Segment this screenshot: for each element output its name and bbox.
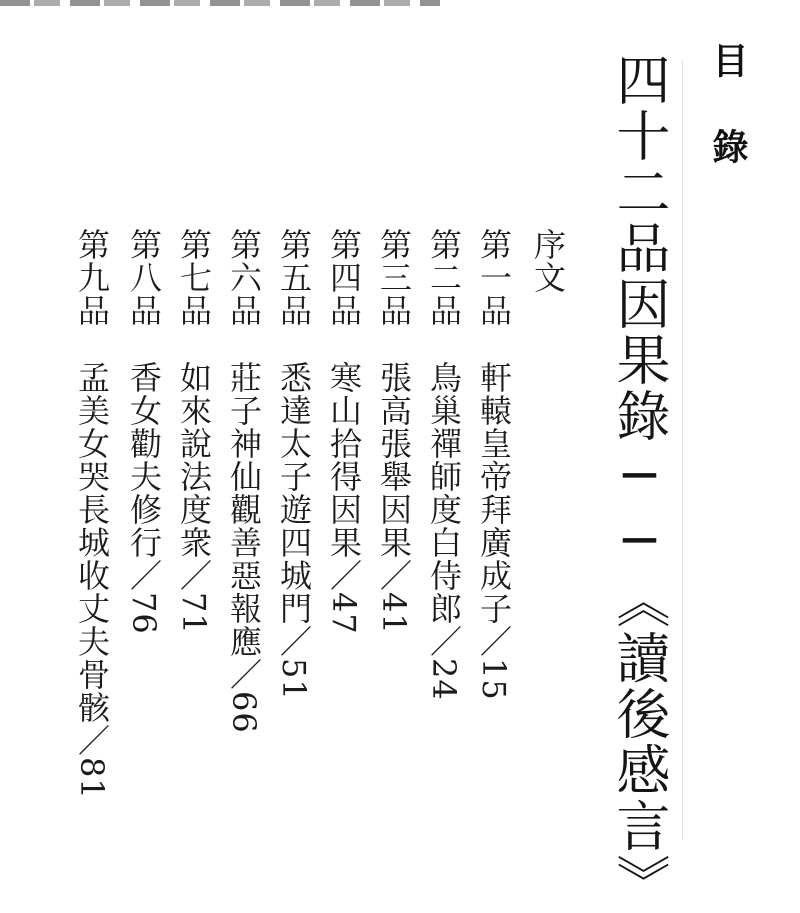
entry-page-number: 41 (375, 592, 413, 635)
entry-page-number: 51 (275, 658, 313, 701)
entry-subject: 寒山拾得因果／ (325, 361, 363, 592)
entry-chapter: 第四品 (325, 228, 363, 327)
entry-chapter: 第二品 (425, 228, 463, 327)
entry-page-number: 47 (325, 592, 363, 635)
entry-subject: 悉達太子遊四城門／ (275, 361, 313, 658)
entry-subject: 張高張舉因果／ (375, 361, 413, 592)
toc-entry-5[interactable] (275, 228, 313, 701)
toc-entry-3[interactable] (375, 228, 413, 635)
toc-entry-2[interactable] (425, 228, 463, 701)
entry-page-number: 66 (225, 691, 263, 734)
toc-heading-char-1: 目 (707, 42, 748, 78)
entry-chapter: 第七品 (175, 228, 213, 327)
entry-chapter: 序文 (529, 228, 567, 294)
book-title: 四十二品因果錄──《讀後感言》 (608, 52, 671, 910)
toc-entry-7[interactable] (175, 228, 213, 635)
toc-entry-9[interactable] (73, 228, 111, 800)
entry-subject: 軒轅皇帝拜廣成子／ (475, 361, 513, 658)
entry-subject: 如來說法度衆／ (175, 361, 213, 592)
scan-edge-artifact (0, 0, 440, 6)
toc-heading-char-2: 錄 (707, 128, 748, 164)
entry-chapter: 第三品 (375, 228, 413, 327)
entry-chapter: 第五品 (275, 228, 313, 327)
toc-entry-6[interactable] (225, 228, 263, 734)
entry-page-number: 15 (475, 658, 513, 701)
toc-entry-preface[interactable] (529, 228, 567, 294)
entry-chapter: 第九品 (73, 228, 111, 327)
toc-entry-1[interactable] (475, 228, 513, 701)
entry-page-number: 71 (175, 592, 213, 635)
toc-entry-4[interactable] (325, 228, 363, 635)
divider-line (682, 60, 683, 840)
entry-chapter: 第六品 (225, 228, 263, 327)
entry-subject: 香女勸夫修行／ (125, 361, 163, 592)
entry-subject: 孟美女哭長城收丈夫骨骸／ (73, 361, 111, 757)
entry-page-number: 24 (425, 658, 463, 701)
toc-entry-8[interactable] (125, 228, 163, 635)
entry-chapter: 第一品 (475, 228, 513, 327)
entry-page-number: 76 (125, 592, 163, 635)
entry-subject: 鳥巢禪師度白侍郎／ (425, 361, 463, 658)
entry-subject: 莊子神仙觀善惡報應／ (225, 361, 263, 691)
entry-page-number: 81 (73, 757, 111, 800)
entry-chapter: 第八品 (125, 228, 163, 327)
